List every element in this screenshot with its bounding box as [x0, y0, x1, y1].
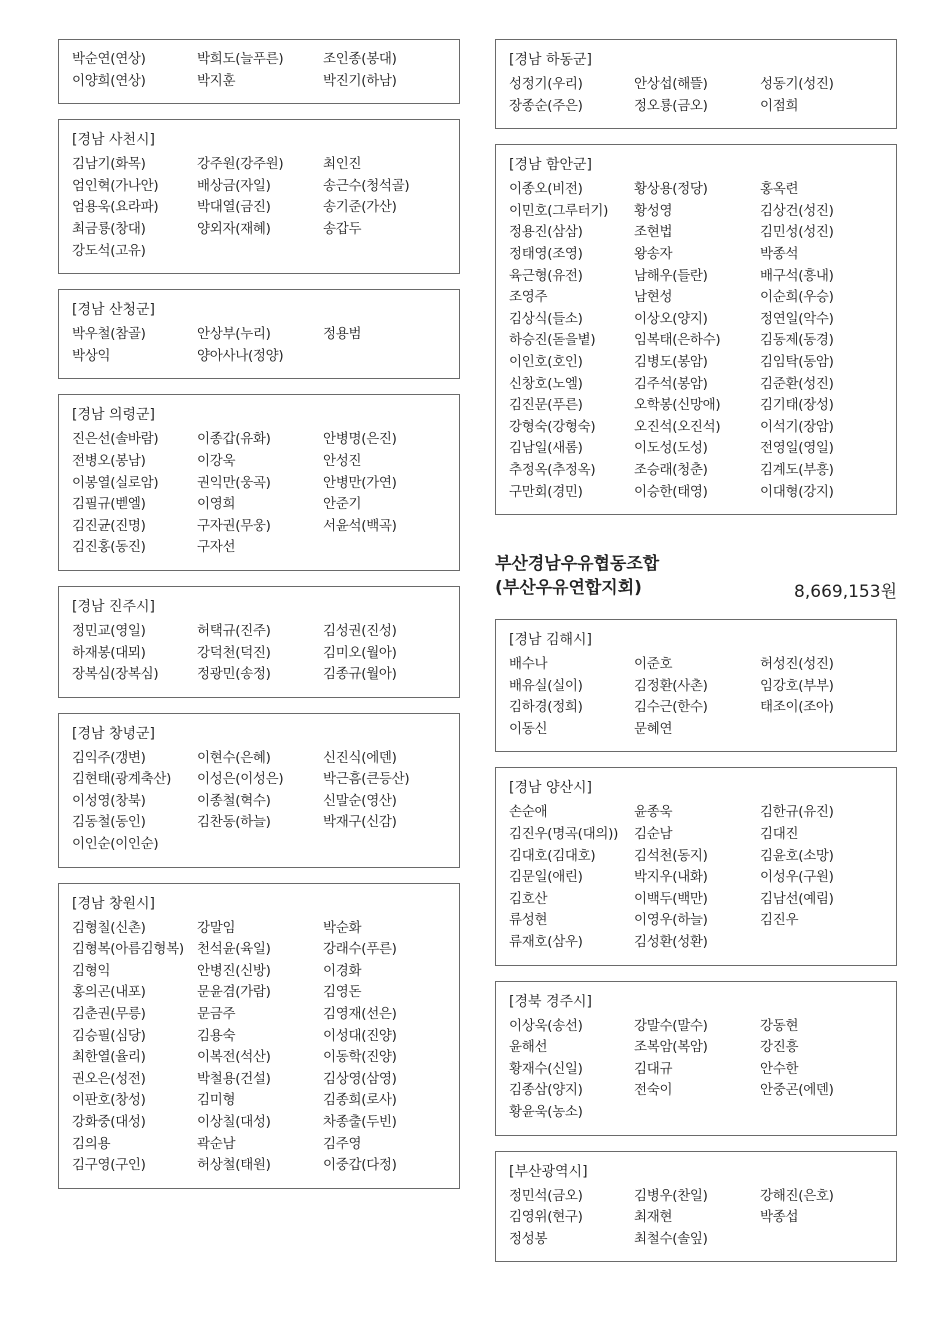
- donor-name: 김준환(성진): [760, 375, 834, 392]
- donor-name: 신창호(노엘): [509, 375, 583, 392]
- donor-name: 김병도(봉암): [634, 353, 708, 370]
- name-list: [509, 1016, 886, 1124]
- donor-name: 김주영: [323, 1135, 362, 1152]
- donor-name: 강주원(강주원): [197, 156, 284, 173]
- donor-name: 김진우: [760, 912, 799, 929]
- union-amount: 8,669,153원: [794, 582, 897, 603]
- union-header: [495, 552, 897, 604]
- donor-name: 배수나: [509, 656, 548, 673]
- donor-name: 이준호: [634, 656, 673, 673]
- donor-name: 박철용(건설): [197, 1070, 271, 1087]
- donor-name: 왕송자: [634, 245, 673, 262]
- donor-name: 이현수(은혜): [197, 749, 271, 766]
- donor-name: 김석천(동지): [634, 847, 708, 864]
- region-box: [495, 144, 897, 515]
- donor-name: 남현성: [634, 289, 673, 306]
- donor-name: 오학봉(신망애): [634, 397, 721, 414]
- donor-name: 안중곤(에덴): [760, 1082, 834, 1099]
- donor-name: 김대규: [634, 1060, 673, 1077]
- region-title: [경남 창녕군]: [72, 725, 155, 742]
- donor-name: 황윤욱(농소): [509, 1104, 583, 1120]
- donor-name: 이성우(구원): [760, 869, 834, 886]
- donor-name: 최재현: [634, 1209, 673, 1226]
- right-top-sections: [495, 39, 897, 515]
- donor-name: 양외자(재혜): [197, 220, 271, 237]
- donor-name: 김상식(들소): [509, 310, 583, 327]
- donor-name: 이도성(도성): [634, 440, 708, 457]
- region-box: [58, 289, 460, 379]
- donor-name: 홍옥련: [760, 181, 799, 198]
- donor-name: 신말순(영산): [323, 792, 397, 809]
- donor-name: 오진석(오진석): [634, 418, 721, 435]
- donor-name: 류성현: [509, 912, 548, 929]
- donor-name: 김성환(성환): [634, 934, 708, 951]
- donor-name: 김진홍(동진): [72, 539, 146, 556]
- donor-name: 김의용: [72, 1135, 111, 1152]
- donor-name: 송기준(가산): [323, 199, 397, 216]
- donor-name: 김용숙: [197, 1027, 236, 1044]
- donor-name: 김주석(봉암): [634, 375, 708, 392]
- donor-name: 허택규(진주): [197, 622, 271, 639]
- donor-name: 박종석: [760, 245, 799, 262]
- donor-name: 류재호(삼우): [509, 934, 583, 951]
- donor-name: 이봉열(실로암): [72, 474, 159, 491]
- donor-name: 김승필(심당): [72, 1027, 146, 1044]
- region-box: [58, 39, 460, 104]
- donor-name: 김계도(부흥): [760, 461, 834, 478]
- region-box: [495, 767, 897, 965]
- donor-name: 황상용(정당): [634, 181, 708, 198]
- name-list: [509, 654, 886, 740]
- donor-name: 김진문(푸른): [509, 397, 583, 414]
- donor-name: 정연일(악수): [760, 310, 834, 327]
- donor-name: 이점희: [760, 97, 799, 114]
- donor-name: 김영재(선은): [323, 1006, 397, 1023]
- name-list: [72, 918, 449, 1177]
- donor-name: 이판호(창성): [72, 1092, 146, 1109]
- donor-name: 김영위(현구): [509, 1209, 583, 1226]
- donor-name: 박상익: [72, 347, 111, 364]
- donor-name: 정오룡(금오): [634, 97, 708, 114]
- donor-name: 이영희: [197, 496, 236, 513]
- region-title: [경남 창원시]: [72, 895, 155, 912]
- donor-name: 김진우(명곡(대의)): [509, 826, 619, 843]
- donor-name: 최인진: [323, 156, 362, 173]
- union-title-line1: 부산경남우유협동조합: [495, 554, 660, 575]
- donor-name: 전병오(봉남): [72, 452, 146, 469]
- donor-name: 이상칠(대성): [197, 1114, 271, 1130]
- donor-name: 김상건(성진): [760, 202, 834, 219]
- donor-name: 김한규(유진): [760, 804, 834, 821]
- region-box: [58, 586, 460, 698]
- region-title: [경남 김해시]: [509, 632, 592, 649]
- right-column: [495, 39, 897, 1277]
- name-list: [72, 154, 449, 262]
- donor-name: 이복전(석산): [197, 1049, 271, 1066]
- name-list: [72, 429, 449, 559]
- donor-name: 차종출(두빈): [323, 1114, 397, 1130]
- donor-name: 허성진(성진): [760, 656, 834, 673]
- donor-name: 강진흥: [760, 1039, 799, 1056]
- region-box: [58, 394, 460, 571]
- donor-name: 정민교(영일): [72, 622, 146, 639]
- donor-name: 박지우(내화): [634, 869, 708, 886]
- donor-name: 안수한: [760, 1060, 799, 1077]
- donor-name: 박진기(하남): [323, 72, 397, 89]
- name-list: [509, 802, 886, 953]
- donor-name: 구만회(경민): [509, 483, 583, 500]
- region-box: [495, 981, 897, 1136]
- donor-name: 김찬동(하늘): [197, 814, 271, 831]
- donor-name: 엄용욱(요라파): [72, 199, 159, 216]
- donor-name: 전숙이: [634, 1082, 673, 1099]
- donor-name: 김동철(동인): [72, 814, 146, 831]
- donor-name: 박대열(금진): [197, 199, 271, 216]
- donor-name: 김대호(김대호): [509, 847, 596, 864]
- donor-name: 하재봉(대뫼): [72, 644, 146, 661]
- region-title: [경남 진주시]: [72, 598, 155, 615]
- region-box: [58, 883, 460, 1189]
- donor-name: 김춘권(무릉): [72, 1006, 146, 1023]
- donor-name: 박지훈: [197, 72, 236, 89]
- donor-name: 이성영(창북): [72, 792, 146, 809]
- donor-name: 박희도(늘푸른): [197, 51, 284, 67]
- donor-name: 이동신: [509, 720, 548, 737]
- donor-name: 김하경(정희): [509, 699, 583, 716]
- region-title: [경남 함안군]: [509, 157, 592, 174]
- region-box: [495, 1151, 897, 1263]
- donor-name: 장복심(장복심): [72, 666, 159, 683]
- donor-name: 홍의곤(내포): [72, 984, 146, 1001]
- donor-name: 허상철(태원): [197, 1157, 271, 1174]
- donor-name: 이동학(진양): [323, 1049, 397, 1066]
- donor-name: 최한열(율리): [72, 1049, 146, 1066]
- right-bottom-sections: [495, 619, 897, 1262]
- donor-name: 정민석(금오): [509, 1187, 583, 1204]
- donor-name: 강말임: [197, 919, 236, 936]
- donor-name: 곽순남: [197, 1135, 236, 1152]
- region-title: [경남 산청군]: [72, 302, 155, 319]
- donor-name: 엄인혁(가나안): [72, 177, 159, 194]
- donor-name: 진은선(솔바람): [72, 431, 159, 448]
- donor-name: 최철수(솔잎): [634, 1230, 708, 1247]
- region-box: [58, 713, 460, 868]
- donor-name: 안병명(은진): [323, 431, 397, 448]
- donor-name: 남해우(들란): [634, 267, 708, 284]
- donor-name: 배상금(자일): [197, 177, 271, 194]
- donor-name: 이민호(그루터기): [509, 202, 609, 219]
- donor-name: 문금주: [197, 1006, 236, 1023]
- donor-name: 장종순(주은): [509, 97, 583, 114]
- donor-name: 구자권(무웅): [197, 517, 271, 534]
- donor-name: 안병만(가연): [323, 474, 397, 491]
- donor-name: 구자선: [197, 539, 236, 556]
- donor-name: 김남일(새롬): [509, 440, 583, 457]
- region-title: [부산광역시]: [509, 1163, 588, 1180]
- donor-name: 김기태(장성): [760, 397, 834, 414]
- region-title: [경남 하동군]: [509, 52, 592, 68]
- donor-name: 김병우(찬일): [634, 1187, 708, 1204]
- donor-name: 이영우(하늘): [634, 912, 708, 929]
- donor-name: 손순애: [509, 804, 548, 821]
- donor-name: 안성진: [323, 452, 362, 469]
- donor-name: 이종철(혁수): [197, 792, 271, 809]
- donor-name: 신진식(에덴): [323, 749, 397, 766]
- donor-name: 이승한(태영): [634, 483, 708, 500]
- donor-name: 하승진(돋을볕): [509, 332, 596, 349]
- donor-name: 권오은(성전): [72, 1070, 146, 1087]
- donor-name: 강형숙(강형숙): [509, 418, 596, 435]
- donor-name: 김진균(진명): [72, 517, 146, 534]
- donor-name: 김미오(월아): [323, 644, 397, 661]
- name-list: [72, 748, 449, 856]
- donor-name: 이인호(호인): [509, 353, 583, 370]
- donor-name: 정태영(조영): [509, 245, 583, 262]
- donor-name: 성동기(성진): [760, 76, 834, 92]
- donor-name: 김필규(벧엘): [72, 496, 146, 513]
- donor-name: 조승래(청춘): [634, 461, 708, 478]
- donor-name: 김종규(월아): [323, 666, 397, 683]
- donor-name: 김문일(애린): [509, 869, 583, 886]
- donor-name: 강화중(대성): [72, 1114, 146, 1130]
- donor-name: 문혜연: [634, 720, 673, 737]
- donor-name: 박재구(신감): [323, 814, 397, 831]
- name-list: [72, 324, 449, 367]
- donor-name: 김남기(화목): [72, 156, 146, 173]
- donor-name: 이양희(연상): [72, 72, 146, 89]
- donor-name: 김순남: [634, 826, 673, 843]
- donor-name: 권익만(웅곡): [197, 474, 271, 491]
- donor-name: 황재수(신일): [509, 1060, 583, 1077]
- name-list: [72, 621, 449, 686]
- donor-name: 정용범: [323, 326, 362, 343]
- donor-name: 안상섭(해뜰): [634, 76, 708, 92]
- donor-name: 안준기: [323, 496, 362, 513]
- donor-name: 김영돈: [323, 984, 362, 1001]
- donor-name: 김남선(예림): [760, 890, 834, 907]
- donor-name: 이상오(양지): [634, 310, 708, 327]
- name-list: [509, 74, 886, 117]
- region-box: [495, 619, 897, 752]
- donor-name: 김종희(로사): [323, 1092, 397, 1109]
- region-title: [경남 양산시]: [509, 780, 592, 797]
- donor-name: 박근흠(큰등산): [323, 771, 410, 788]
- donor-name: 추정옥(추정옥): [509, 461, 596, 478]
- left-column: [58, 39, 460, 1204]
- donor-name: 강동현: [760, 1017, 799, 1034]
- region-title: [경남 사천시]: [72, 132, 155, 149]
- donor-name: 김호산: [509, 890, 548, 907]
- donor-name: 이중갑(다정): [323, 1157, 397, 1174]
- donor-name: 강덕천(덕진): [197, 644, 271, 661]
- donor-name: 김상영(삼영): [323, 1070, 397, 1087]
- donor-name: 송갑두: [323, 220, 362, 237]
- donor-name: 안상부(누리): [197, 326, 271, 343]
- region-title: [경북 경주시]: [509, 993, 592, 1010]
- donor-name: 황성영: [634, 202, 673, 219]
- name-list: [72, 49, 449, 92]
- donor-name: 김성권(진성): [323, 622, 397, 639]
- donor-name: 이백두(백만): [634, 890, 708, 907]
- donor-name: 육근형(유전): [509, 267, 583, 284]
- region-title: [경남 의령군]: [72, 407, 155, 424]
- donor-name: 김미형: [197, 1092, 236, 1109]
- donor-name: 천석윤(육일): [197, 941, 271, 958]
- donor-name: 서윤석(백곡): [323, 517, 397, 534]
- donor-name: 김임탁(동암): [760, 353, 834, 370]
- donor-name: 박순연(연상): [72, 51, 146, 67]
- donor-name: 임복태(은하수): [634, 332, 721, 349]
- donor-name: 태조이(조아): [760, 699, 834, 716]
- donor-name: 김형칠(신촌): [72, 919, 146, 936]
- donor-name: 윤해선: [509, 1039, 548, 1056]
- donor-name: 김동제(동경): [760, 332, 834, 349]
- donor-name: 정용진(삼삼): [509, 224, 583, 241]
- donor-name: 양아사나(정양): [197, 347, 284, 364]
- name-list: [509, 1186, 886, 1251]
- donor-name: 배구석(흥내): [760, 267, 834, 284]
- union-title-line2: (부산우유연합지회): [495, 578, 642, 599]
- donor-name: 이상욱(송선): [509, 1017, 583, 1034]
- donor-name: 강래수(푸른): [323, 941, 397, 958]
- region-box: [58, 119, 460, 274]
- donor-name: 강말수(말수): [634, 1017, 708, 1034]
- donor-name: 박우철(참골): [72, 326, 146, 343]
- donor-name: 이대형(강지): [760, 483, 834, 500]
- donor-name: 김구영(구인): [72, 1157, 146, 1174]
- donor-name: 김정환(사촌): [634, 677, 708, 694]
- donor-name: 김익주(갱변): [72, 749, 146, 766]
- donor-name: 전영일(영일): [760, 440, 834, 457]
- donor-name: 성정기(우리): [509, 76, 583, 92]
- donor-name: 이종오(비전): [509, 181, 583, 198]
- donor-name: 윤종욱: [634, 804, 673, 821]
- donor-name: 강도석(고유): [72, 242, 146, 259]
- donor-name: 조현법: [634, 224, 673, 241]
- donor-name: 조인종(봉대): [323, 51, 397, 67]
- donor-name: 박순화: [323, 919, 362, 936]
- donor-name: 안병진(신방): [197, 962, 271, 979]
- donor-name: 문윤겸(가람): [197, 984, 271, 1001]
- name-list: [509, 179, 886, 503]
- donor-name: 김윤호(소망): [760, 847, 834, 864]
- donor-name: 이순희(우승): [760, 289, 834, 306]
- donor-name: 이성은(이성은): [197, 771, 284, 788]
- donor-name: 배유실(실이): [509, 677, 583, 694]
- donor-name: 김현태(광계축산): [72, 771, 172, 788]
- donor-name: 조복암(복암): [634, 1039, 708, 1056]
- donor-name: 정성봉: [509, 1230, 548, 1247]
- donor-name: 이종갑(유화): [197, 431, 271, 448]
- donor-name: 정광민(송정): [197, 666, 271, 683]
- donor-name: 최금룡(창대): [72, 220, 146, 237]
- donor-name: 이경화: [323, 962, 362, 979]
- donor-name: 이강욱: [197, 452, 236, 469]
- donor-name: 김대진: [760, 826, 799, 843]
- donor-name: 송근수(청석골): [323, 177, 410, 194]
- donor-name: 이성대(진양): [323, 1027, 397, 1044]
- donor-name: 임강호(부부): [760, 677, 834, 694]
- donor-name: 김종삼(양지): [509, 1082, 583, 1099]
- donor-name: 김형복(아름김형복): [72, 941, 184, 958]
- donor-name: 김수근(한수): [634, 699, 708, 716]
- donor-name: 강해진(은호): [760, 1187, 834, 1204]
- donor-name: 김형익: [72, 962, 111, 979]
- region-box: [495, 39, 897, 129]
- donor-name: 김민성(성진): [760, 224, 834, 241]
- donor-name: 이석기(장암): [760, 418, 834, 435]
- donor-name: 박종섭: [760, 1209, 799, 1226]
- donor-name: 조영주: [509, 289, 548, 306]
- donor-name: 이인순(이인순): [72, 836, 159, 853]
